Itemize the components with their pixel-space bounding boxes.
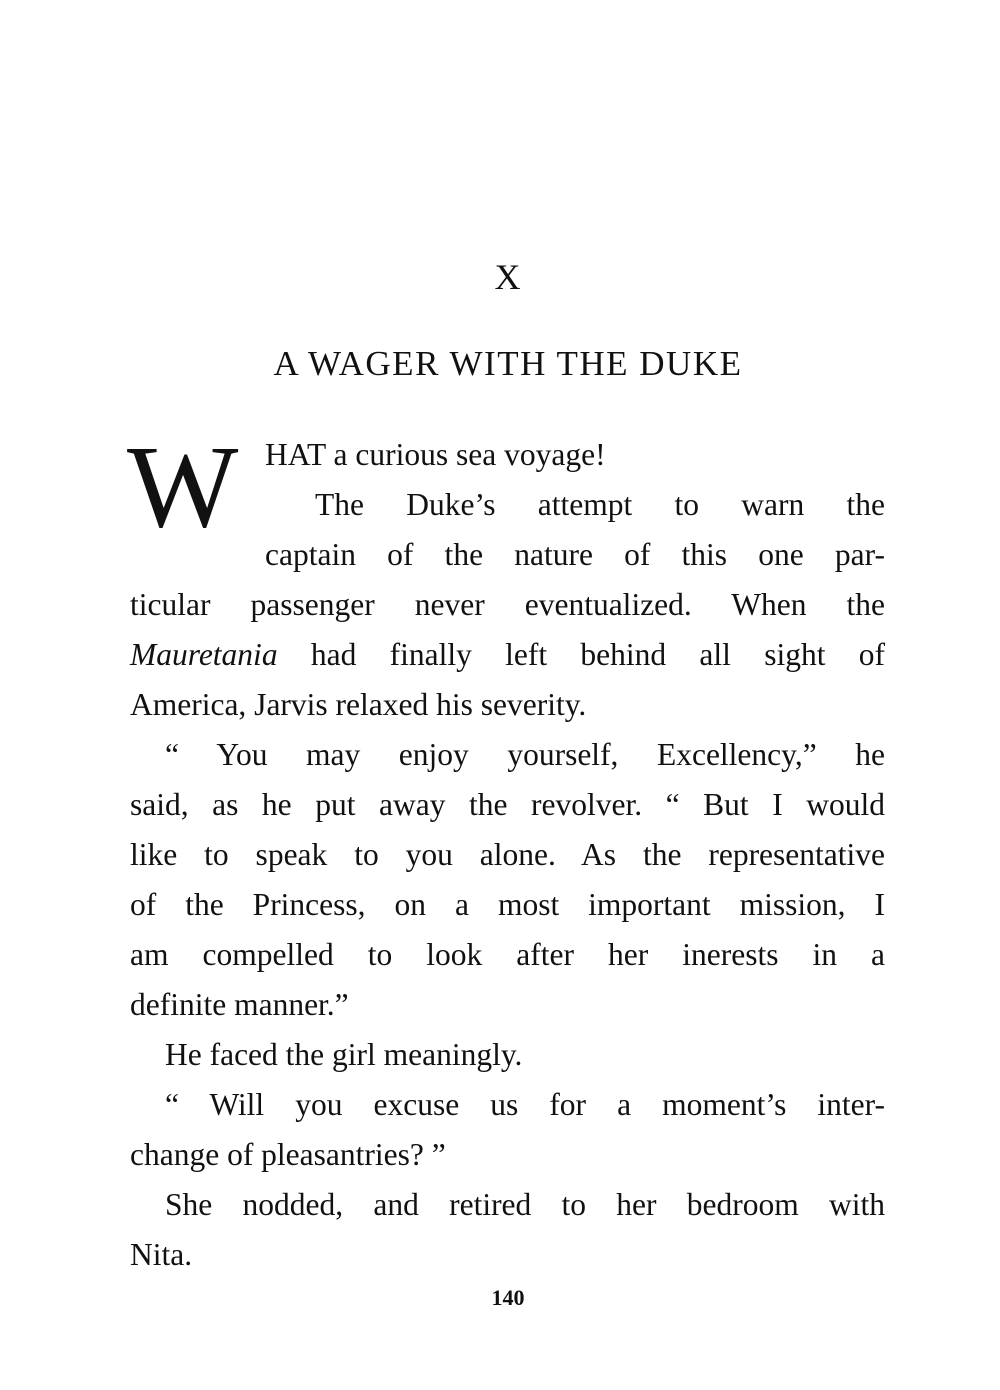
ship-name: Mauretania: [130, 637, 278, 672]
text-line: captain of the nature of this one par-: [265, 537, 885, 572]
text-line: The Duke’s attempt to warn the: [315, 487, 885, 522]
chapter-title: A WAGER WITH THE DUKE: [273, 344, 743, 383]
text-line: said, as he put away the revolver. “ But I would: [130, 787, 885, 822]
body-text: [127, 421, 885, 1280]
text-line: HAT a curious sea voyage!: [265, 437, 606, 472]
text-line: America, Jarvis relaxed his severity.: [130, 687, 587, 722]
text-line: am compelled to look after her inerests in a: [130, 937, 885, 972]
text-line: She nodded, and retired to her bedroom with: [165, 1187, 885, 1222]
text-line: definite manner.”: [130, 987, 349, 1022]
text-line: “ You may enjoy yourself, Excellency,” he: [165, 737, 885, 772]
text-line: ticular passenger never eventualized. When the: [130, 587, 885, 622]
page-number: 140: [491, 1285, 525, 1310]
text-line: “ Will you excuse us for a moment’s inter-: [165, 1087, 885, 1122]
text-line: He faced the girl meaningly.: [165, 1037, 523, 1072]
text-line: like to speak to you alone. As the representative: [130, 837, 885, 872]
drop-cap: W: [127, 421, 239, 552]
text-line: Nita.: [130, 1237, 193, 1272]
chapter-number: X: [494, 257, 522, 297]
text-line: change of pleasantries? ”: [130, 1137, 446, 1172]
text-line: [130, 630, 885, 680]
text-line: of the Princess, on a most important mission, I: [130, 887, 885, 922]
text-fragment: had finally left behind all sight of: [277, 637, 885, 672]
